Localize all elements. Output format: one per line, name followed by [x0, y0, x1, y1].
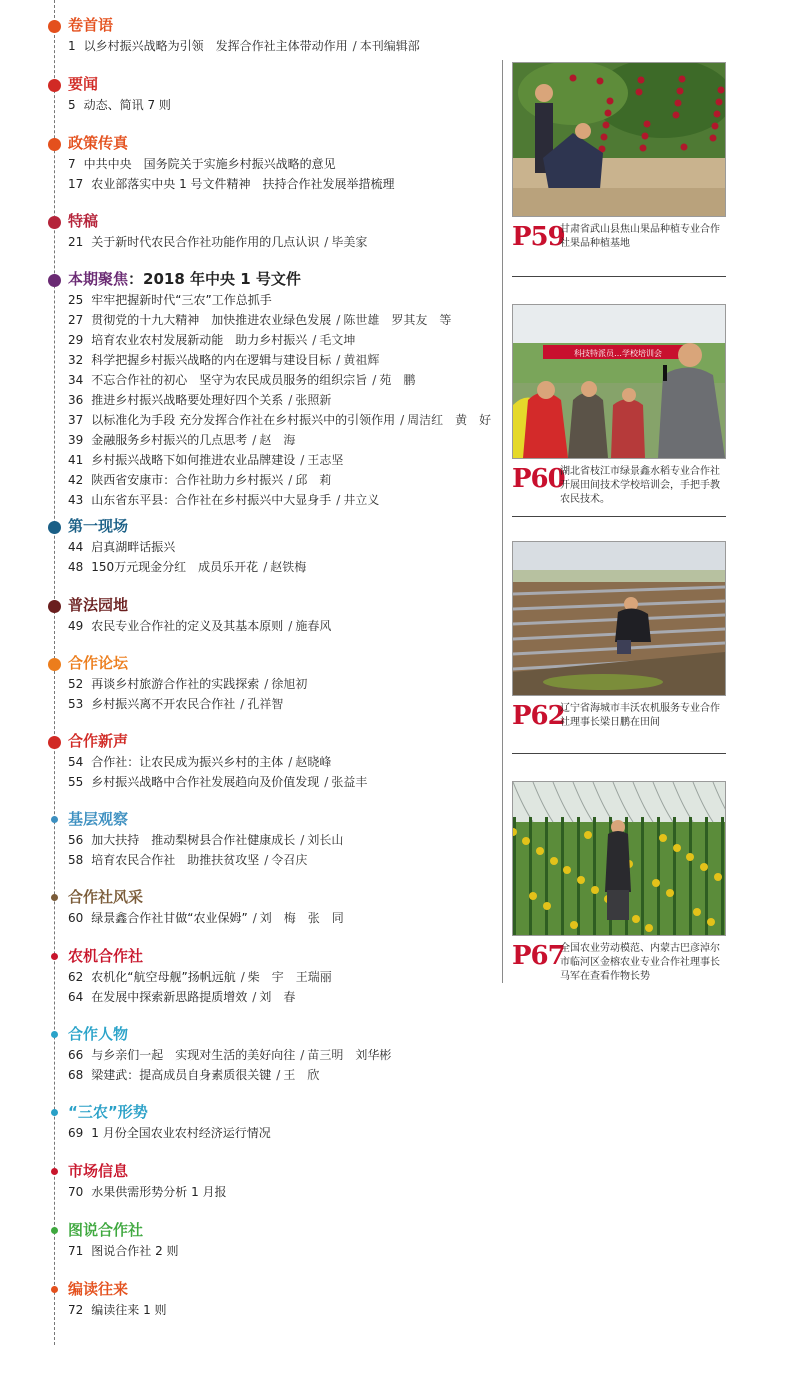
entry-title: 1 月份全国农业农村经济运行情况 — [91, 1126, 271, 1140]
author-separator: / — [288, 473, 293, 487]
entry-author: 苑 鹏 — [379, 373, 416, 387]
author-separator: / — [288, 393, 293, 407]
toc-entry[interactable] — [68, 174, 500, 194]
section-title-text: 政策传真 — [68, 134, 129, 152]
section-bullet-icon — [51, 816, 58, 823]
entry-page-number: 42 — [68, 473, 84, 487]
photo-caption — [512, 463, 726, 503]
entry-title: 与乡亲们一起 实现对生活的美好向往 — [91, 1048, 296, 1062]
entry-list — [68, 830, 500, 870]
entry-page-number: 49 — [68, 619, 84, 633]
entry-title: 以标准化为手段 充分发挥合作社在乡村振兴中的引领作用 — [91, 413, 396, 427]
section-title-text: 合作人物 — [68, 1025, 129, 1043]
photo-card — [512, 781, 726, 980]
toc-entry[interactable] — [68, 36, 500, 56]
entry-page-number: 37 — [68, 413, 84, 427]
entry-list — [68, 154, 500, 194]
entry-title: 梁建武：提高成员自身素质很关键 — [91, 1068, 272, 1082]
entry-page-number: 52 — [68, 677, 84, 691]
section-title-text: 特稿 — [68, 212, 99, 230]
entry-page-number: 29 — [68, 333, 84, 347]
section-bullet-icon — [48, 600, 61, 613]
section-title-text: 第一现场 — [68, 517, 129, 535]
toc-entry[interactable] — [68, 908, 500, 928]
author-separator: / — [263, 560, 268, 574]
photo-card — [512, 541, 726, 740]
section-bullet-icon — [48, 138, 61, 151]
toc-entry[interactable] — [68, 1241, 500, 1261]
entry-title: 农机化“航空母舰”扬帆远航 — [91, 970, 236, 984]
toc-entry[interactable] — [68, 450, 500, 470]
entry-author: 周洁红 黄 好 — [407, 413, 492, 427]
section-title — [68, 1023, 128, 1045]
section-bullet-icon — [48, 658, 61, 671]
photo-caption — [512, 221, 726, 261]
author-separator: / — [264, 677, 269, 691]
entry-page-number: 56 — [68, 833, 84, 847]
entry-page-number: 21 — [68, 235, 84, 249]
photo-orchard — [512, 62, 726, 217]
svg-text:科技特派员…学校培训会: 科技特派员…学校培训会 — [574, 349, 662, 358]
entry-page-number: 44 — [68, 540, 84, 554]
entry-title: 陕西省安康市：合作社助力乡村振兴 — [91, 473, 284, 487]
toc-entry[interactable] — [68, 967, 500, 987]
section-bullet-icon — [48, 20, 61, 33]
entry-title: 金融服务乡村振兴的几点思考 — [91, 433, 248, 447]
entry-page-number: 72 — [68, 1303, 84, 1317]
entry-page-number: 62 — [68, 970, 84, 984]
toc-entry[interactable] — [68, 557, 500, 577]
section-title-text: 卷首语 — [68, 16, 114, 34]
entry-author: 孔祥智 — [247, 697, 284, 711]
author-separator: / — [300, 453, 305, 467]
entry-page-number: 70 — [68, 1185, 84, 1199]
author-separator: / — [240, 970, 245, 984]
author-separator: / — [252, 990, 257, 1004]
entry-title: 绿景鑫合作社甘做“农业保姆” — [91, 911, 248, 925]
author-separator: / — [252, 433, 257, 447]
entry-list — [68, 1123, 500, 1143]
author-separator: / — [400, 413, 405, 427]
entry-author: 苗三明 刘华彬 — [307, 1048, 392, 1062]
entry-title: 图说合作社 2 则 — [91, 1244, 179, 1258]
entry-page-number: 53 — [68, 697, 84, 711]
photo-card — [512, 304, 726, 503]
entry-title: 牢牢把握新时代“三农”工作总抓手 — [91, 293, 272, 307]
entry-page-number: 60 — [68, 911, 84, 925]
photo-caption-text: 湖北省枝江市绿景鑫水稻专业合作社开展田间技术学校培训会，手把手教农民技术。 — [560, 466, 720, 505]
entry-author: 邱 莉 — [295, 473, 332, 487]
entry-title: 科学把握乡村振兴战略的内在逻辑与建设目标 — [91, 353, 332, 367]
toc-entry[interactable] — [68, 430, 500, 450]
section-bullet-icon — [51, 1168, 58, 1175]
author-separator: / — [240, 697, 245, 711]
section-title — [68, 886, 143, 908]
entry-title: 动态、简讯 7 则 — [83, 98, 171, 112]
entry-author: 令召庆 — [271, 853, 308, 867]
entry-list — [68, 1300, 500, 1320]
entry-title: 乡村振兴离不开农民合作社 — [91, 697, 236, 711]
entry-list — [68, 95, 500, 115]
toc-entry[interactable] — [68, 616, 500, 636]
toc-entry[interactable] — [68, 987, 500, 1007]
author-separator: / — [336, 493, 341, 507]
entry-page-number: 48 — [68, 560, 84, 574]
entry-list — [68, 232, 500, 252]
author-separator: / — [288, 755, 293, 769]
entry-title: 农民专业合作社的定义及其基本原则 — [91, 619, 284, 633]
toc-entry[interactable] — [68, 1045, 500, 1065]
photo-divider — [512, 753, 726, 754]
sidebar-divider — [502, 60, 503, 983]
toc-entry[interactable] — [68, 1065, 500, 1085]
entry-page-number: 71 — [68, 1244, 84, 1258]
author-separator: / — [372, 373, 377, 387]
toc-entry[interactable] — [68, 752, 500, 772]
toc-entry[interactable] — [68, 490, 500, 510]
section-title-text: 要闻 — [68, 75, 99, 93]
author-separator: / — [300, 1048, 305, 1062]
entry-title: 以乡村振兴战略为引领 发挥合作社主体带动作用 — [83, 39, 348, 53]
entry-title: 再谈乡村旅游合作社的实践探索 — [91, 677, 260, 691]
entry-page-number: 17 — [68, 177, 84, 191]
entry-list — [68, 1045, 500, 1085]
toc-entry[interactable] — [68, 850, 500, 870]
entry-list — [68, 616, 500, 636]
photo-caption — [512, 700, 726, 740]
toc-entry[interactable] — [68, 772, 500, 792]
section-title — [68, 730, 128, 752]
toc-entry[interactable] — [68, 370, 500, 390]
section-title-text: 合作论坛 — [68, 654, 129, 672]
toc-entry[interactable] — [68, 310, 500, 330]
entry-title: 乡村振兴战略中合作社发展趋向及价值发现 — [91, 775, 320, 789]
photo-caption-text: 甘肃省武山县焦山果品种植专业合作社果品种植基地 — [560, 224, 720, 249]
entry-title: 推进乡村振兴战略要处理好四个关系 — [91, 393, 284, 407]
entry-list — [68, 1182, 500, 1202]
section-title — [68, 515, 128, 537]
photo-page-number[interactable]: P62 — [512, 701, 565, 731]
author-separator: / — [336, 313, 341, 327]
photo-card — [512, 62, 726, 261]
section-bullet-icon — [48, 521, 61, 534]
toc-entry[interactable] — [68, 830, 500, 850]
entry-title: 培育农民合作社 助推扶贫攻坚 — [91, 853, 260, 867]
section-title — [68, 1101, 148, 1123]
entry-title: 乡村振兴战略下如何推进农业品牌建设 — [91, 453, 296, 467]
toc-entry[interactable] — [68, 290, 500, 310]
entry-page-number: 32 — [68, 353, 84, 367]
entry-author: 毛文坤 — [319, 333, 356, 347]
entry-title: 山东省东平县：合作社在乡村振兴中大显身手 — [91, 493, 332, 507]
toc-entry[interactable] — [68, 350, 500, 370]
entry-author: 陈世雄 罗其友 等 — [343, 313, 452, 327]
toc-entry[interactable] — [68, 1123, 500, 1143]
entry-author: 赵晓峰 — [295, 755, 332, 769]
toc-entry[interactable] — [68, 390, 500, 410]
section-bullet-icon — [51, 1109, 58, 1116]
section-title — [68, 1219, 143, 1241]
photo-field — [512, 541, 726, 696]
photo-caption-text: 全国农业劳动模范、内蒙古巴彦淖尔市临河区金榕农业专业合作社理事长马军在查看作物长势 — [560, 943, 720, 982]
timeline-line — [54, 0, 55, 1345]
entry-page-number: 69 — [68, 1126, 84, 1140]
entry-author: 刘长山 — [307, 833, 344, 847]
entry-title: 关于新时代农民合作社功能作用的几点认识 — [91, 235, 320, 249]
entry-title: 加大扶持 推动梨树县合作社健康成长 — [91, 833, 296, 847]
section-bullet-icon — [51, 1031, 58, 1038]
toc-entry[interactable] — [68, 470, 500, 490]
section-title-text: 本期聚焦 — [68, 270, 129, 288]
entry-author: 刘 春 — [259, 990, 296, 1004]
author-separator: / — [264, 853, 269, 867]
author-separator: / — [300, 833, 305, 847]
toc-entry[interactable] — [68, 232, 500, 252]
section-bullet-icon — [51, 1286, 58, 1293]
entry-page-number: 34 — [68, 373, 84, 387]
entry-author: 王志坚 — [307, 453, 344, 467]
section-title-text: 合作新声 — [68, 732, 129, 750]
photo-page-number[interactable]: P59 — [512, 222, 565, 252]
section-title-text: 基层观察 — [68, 810, 129, 828]
entry-author: 柴 宇 王瑞丽 — [247, 970, 332, 984]
entry-title: 农业部落实中央 1 号文件精神 扶持合作社发展举措梳理 — [91, 177, 395, 191]
toc-entry[interactable] — [68, 330, 500, 350]
entry-author: 张照新 — [295, 393, 332, 407]
entry-list — [68, 1241, 500, 1261]
entry-author: 施春风 — [295, 619, 332, 633]
entry-title: 中共中央 国务院关于实施乡村振兴战略的意见 — [83, 157, 336, 171]
entry-list — [68, 36, 500, 56]
section-title — [68, 14, 113, 36]
section-title-text: 编读往来 — [68, 1280, 129, 1298]
entry-author: 刘 梅 张 同 — [259, 911, 344, 925]
author-separator: / — [324, 775, 329, 789]
section-bullet-icon — [51, 894, 58, 901]
entry-author: 赵 海 — [259, 433, 296, 447]
toc-entry[interactable] — [68, 154, 500, 174]
entry-page-number: 64 — [68, 990, 84, 1004]
section-title-text: 普法园地 — [68, 596, 129, 614]
author-separator: / — [288, 619, 293, 633]
entry-author: 张益丰 — [331, 775, 368, 789]
entry-list — [68, 537, 500, 577]
section-title-text: 图说合作社 — [68, 1221, 144, 1239]
entry-page-number: 58 — [68, 853, 84, 867]
entry-title: 编读往来 1 则 — [91, 1303, 167, 1317]
entry-author: 黄祖辉 — [343, 353, 380, 367]
entry-title: 启真湖畔话振兴 — [91, 540, 176, 554]
entry-page-number: 41 — [68, 453, 84, 467]
photo-page-number[interactable]: P60 — [512, 464, 565, 494]
section-title — [68, 594, 128, 616]
section-bullet-icon — [48, 274, 61, 287]
photo-divider — [512, 516, 726, 517]
author-separator: / — [252, 911, 257, 925]
toc-entry[interactable] — [68, 1182, 500, 1202]
author-separator: / — [312, 333, 317, 347]
photo-divider — [512, 276, 726, 277]
section-title — [68, 210, 98, 232]
entry-page-number: 55 — [68, 775, 84, 789]
entry-page-number: 27 — [68, 313, 84, 327]
entry-title: 不忘合作社的初心 坚守为农民成员服务的组织宗旨 — [91, 373, 368, 387]
entry-list — [68, 290, 500, 510]
section-bullet-icon — [51, 1227, 58, 1234]
toc-entry[interactable] — [68, 694, 500, 714]
entry-list — [68, 908, 500, 928]
toc-entry[interactable] — [68, 537, 500, 557]
section-title-text: “三农”形势 — [68, 1103, 148, 1121]
entry-list — [68, 674, 500, 714]
photo-training — [512, 304, 726, 459]
section-title — [68, 268, 301, 290]
author-separator: / — [352, 39, 357, 53]
section-subtitle: ：2018 年中央 1 号文件 — [128, 270, 301, 288]
entry-page-number: 25 — [68, 293, 84, 307]
entry-author: 井立义 — [343, 493, 380, 507]
entry-title: 水果供需形势分析 1 月报 — [91, 1185, 227, 1199]
entry-title: 培育农业农村发展新动能 助力乡村振兴 — [91, 333, 308, 347]
photo-caption-text: 辽宁省海城市丰沃农机服务专业合作社理事长梁日鹏在田间 — [560, 703, 720, 728]
entry-author: 赵铁梅 — [270, 560, 307, 574]
entry-author: 本刊编辑部 — [359, 39, 420, 53]
entry-page-number: 7 — [68, 157, 76, 171]
section-title-text: 市场信息 — [68, 1162, 129, 1180]
entry-page-number: 39 — [68, 433, 84, 447]
entry-page-number: 43 — [68, 493, 84, 507]
entry-title: 在发展中探索新思路提质增效 — [91, 990, 248, 1004]
section-bullet-icon — [48, 216, 61, 229]
photo-page-number[interactable]: P67 — [512, 941, 565, 971]
section-title — [68, 132, 128, 154]
photo-caption — [512, 940, 726, 980]
entry-author: 毕美家 — [331, 235, 368, 249]
section-bullet-icon — [48, 736, 61, 749]
entry-page-number: 1 — [68, 39, 76, 53]
entry-page-number: 54 — [68, 755, 84, 769]
entry-list — [68, 967, 500, 1007]
entry-author: 王 欣 — [283, 1068, 320, 1082]
section-title — [68, 1278, 128, 1300]
section-bullet-icon — [51, 953, 58, 960]
entry-title: 合作社：让农民成为振兴乡村的主体 — [91, 755, 284, 769]
section-title-text: 农机合作社 — [68, 947, 144, 965]
author-separator: / — [324, 235, 329, 249]
author-separator: / — [336, 353, 341, 367]
toc-entry[interactable] — [68, 95, 500, 115]
section-title — [68, 1160, 128, 1182]
toc-entry[interactable] — [68, 674, 500, 694]
entry-page-number: 36 — [68, 393, 84, 407]
entry-page-number: 66 — [68, 1048, 84, 1062]
section-title — [68, 945, 143, 967]
entry-title: 贯彻党的十九大精神 加快推进农业绿色发展 — [91, 313, 332, 327]
section-title — [68, 652, 128, 674]
entry-title: 150万元现金分红 成员乐开花 — [91, 560, 259, 574]
entry-page-number: 68 — [68, 1068, 84, 1082]
section-title — [68, 73, 98, 95]
section-bullet-icon — [48, 79, 61, 92]
toc-entry[interactable] — [68, 1300, 500, 1320]
author-separator: / — [276, 1068, 281, 1082]
photo-sidebar — [502, 0, 800, 1400]
entry-page-number: 5 — [68, 98, 76, 112]
section-title-text: 合作社风采 — [68, 888, 144, 906]
entry-author: 徐旭初 — [271, 677, 308, 691]
photo-greenhouse — [512, 781, 726, 936]
toc-entry[interactable] — [68, 410, 500, 430]
entry-list — [68, 752, 500, 792]
section-title — [68, 808, 128, 830]
